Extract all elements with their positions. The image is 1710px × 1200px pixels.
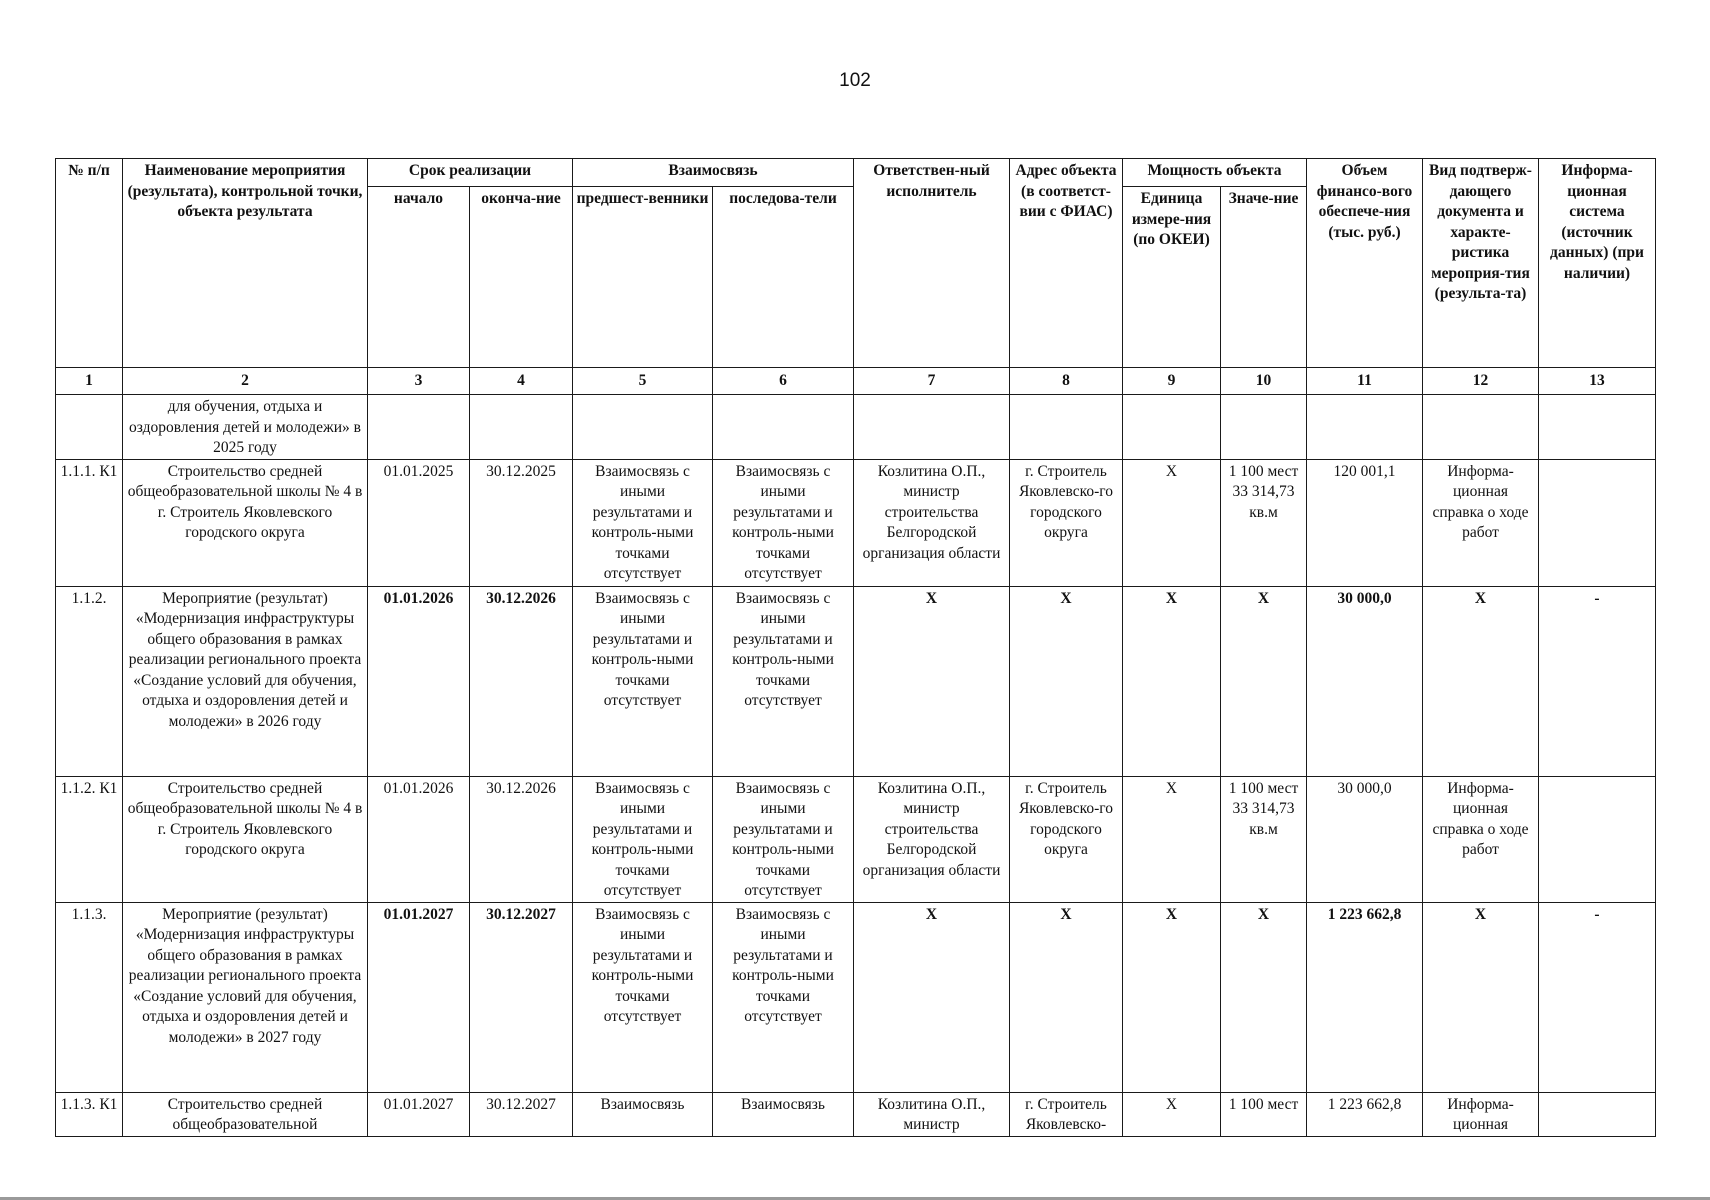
- cell-value: Х: [1221, 586, 1307, 776]
- header-srok: Срок реализации: [368, 159, 573, 187]
- column-number: 4: [470, 368, 573, 395]
- cell-info-system: -: [1539, 586, 1656, 776]
- cell-end: [470, 395, 573, 460]
- cell-address: г. Строитель Яковлевско-: [1010, 1092, 1123, 1136]
- cell-address: Х: [1010, 586, 1123, 776]
- cell-address: г. Строитель Яковлевско-го городского округа: [1010, 459, 1123, 586]
- cell-value: Х: [1221, 902, 1307, 1092]
- column-numbers-row: [56, 368, 1656, 395]
- cell-start: [368, 395, 470, 460]
- cell-start: 01.01.2026: [368, 586, 470, 776]
- cell-start: 01.01.2026: [368, 776, 470, 902]
- column-number: 8: [1010, 368, 1123, 395]
- cell-num: 1.1.3. К1: [56, 1092, 123, 1136]
- cell-predecessors: Взаимосвязь: [573, 1092, 713, 1136]
- cell-num: 1.1.2. К1: [56, 776, 123, 902]
- cell-responsible: Козлитина О.П., министр строительства Белгородской организация области: [854, 459, 1010, 586]
- header-start: начало: [368, 187, 470, 368]
- cell-predecessors: Взаимосвязь с иными результатами и контроль-ными точками отсутствует: [573, 776, 713, 902]
- header-link: Взаимосвязь: [573, 159, 854, 187]
- cell-name: Мероприятие (результат) «Модернизация инфраструктуры общего образования в рамках реализации регионального проекта «Создание условий для обучения, отдыха и оздоровления детей и молодежи» в 2026 году: [123, 586, 368, 776]
- header-info-system: Информа-ционная система (источник данных) (при наличии): [1539, 159, 1656, 368]
- cell-name: Строительство средней общеобразовательной школы № 4 в г. Строитель Яковлевского городского округа: [123, 459, 368, 586]
- cell-end: 30.12.2026: [470, 776, 573, 902]
- cell-document: Информа-ционная справка о ходе работ: [1423, 459, 1539, 586]
- column-number: 7: [854, 368, 1010, 395]
- cell-successors: Взаимосвязь с иными результатами и контроль-ными точками отсутствует: [713, 586, 854, 776]
- cell-info-system: [1539, 459, 1656, 586]
- header-finance: Объем финансо-вого обеспече-ния (тыс. руб.): [1307, 159, 1423, 368]
- cell-responsible: Козлитина О.П., министр строительства Белгородской организация области: [854, 776, 1010, 902]
- column-number: 6: [713, 368, 854, 395]
- table-row: [56, 902, 1656, 1092]
- cell-finance: [1307, 395, 1423, 460]
- cell-successors: Взаимосвязь: [713, 1092, 854, 1136]
- plan-table: [55, 158, 1656, 1137]
- header-num: № п/п: [56, 159, 123, 368]
- cell-finance: 120 001,1: [1307, 459, 1423, 586]
- cell-info-system: -: [1539, 902, 1656, 1092]
- header-responsible: Ответствен-ный исполнитель: [854, 159, 1010, 368]
- table-row: [56, 1092, 1656, 1136]
- column-number: 11: [1307, 368, 1423, 395]
- cell-predecessors: Взаимосвязь с иными результатами и контроль-ными точками отсутствует: [573, 902, 713, 1092]
- cell-successors: [713, 395, 854, 460]
- cell-end: 30.12.2025: [470, 459, 573, 586]
- cell-finance: 1 223 662,8: [1307, 1092, 1423, 1136]
- cell-unit: Х: [1123, 1092, 1221, 1136]
- header-value: Значе-ние: [1221, 187, 1307, 368]
- cell-info-system: [1539, 1092, 1656, 1136]
- cell-num: 1.1.1. К1: [56, 459, 123, 586]
- cell-value: 1 100 мест 33 314,73 кв.м: [1221, 776, 1307, 902]
- cell-unit: Х: [1123, 459, 1221, 586]
- cell-name: Строительство средней общеобразовательной школы № 4 в г. Строитель Яковлевского городского округа: [123, 776, 368, 902]
- header-successors: последова-тели: [713, 187, 854, 368]
- cell-address: Х: [1010, 902, 1123, 1092]
- cell-finance: 30 000,0: [1307, 776, 1423, 902]
- cell-finance: 30 000,0: [1307, 586, 1423, 776]
- cell-document: Х: [1423, 902, 1539, 1092]
- cell-finance: 1 223 662,8: [1307, 902, 1423, 1092]
- cell-end: 30.12.2027: [470, 902, 573, 1092]
- cell-responsible: Х: [854, 902, 1010, 1092]
- column-number: 5: [573, 368, 713, 395]
- cell-num: 1.1.2.: [56, 586, 123, 776]
- cell-unit: Х: [1123, 902, 1221, 1092]
- cell-unit: [1123, 395, 1221, 460]
- cell-start: 01.01.2025: [368, 459, 470, 586]
- table-row: [56, 586, 1656, 776]
- header-row-1: [56, 159, 1656, 187]
- cell-start: 01.01.2027: [368, 1092, 470, 1136]
- cell-end: 30.12.2027: [470, 1092, 573, 1136]
- header-name: Наименование мероприятия (результата), контрольной точки, объекта результата: [123, 159, 368, 368]
- header-unit: Единица измере-ния (по ОКЕИ): [1123, 187, 1221, 368]
- cell-start: 01.01.2027: [368, 902, 470, 1092]
- header-end: оконча-ние: [470, 187, 573, 368]
- cell-successors: Взаимосвязь с иными результатами и контроль-ными точками отсутствует: [713, 459, 854, 586]
- column-number: 10: [1221, 368, 1307, 395]
- cell-document: Информа-ционная справка о ходе работ: [1423, 776, 1539, 902]
- cell-unit: Х: [1123, 776, 1221, 902]
- column-number: 13: [1539, 368, 1656, 395]
- cell-value: 1 100 мест: [1221, 1092, 1307, 1136]
- cell-address: [1010, 395, 1123, 460]
- cell-address: г. Строитель Яковлевско-го городского округа: [1010, 776, 1123, 902]
- cell-responsible: Козлитина О.П., министр: [854, 1092, 1010, 1136]
- table-row: [56, 395, 1656, 460]
- cell-num: 1.1.3.: [56, 902, 123, 1092]
- column-number: 1: [56, 368, 123, 395]
- cell-info-system: [1539, 395, 1656, 460]
- table-row: [56, 459, 1656, 586]
- cell-num: [56, 395, 123, 460]
- cell-predecessors: [573, 395, 713, 460]
- column-number: 3: [368, 368, 470, 395]
- cell-unit: Х: [1123, 586, 1221, 776]
- column-number: 9: [1123, 368, 1221, 395]
- cell-value: 1 100 мест 33 314,73 кв.м: [1221, 459, 1307, 586]
- cell-info-system: [1539, 776, 1656, 902]
- column-number: 2: [123, 368, 368, 395]
- cell-responsible: [854, 395, 1010, 460]
- header-address: Адрес объекта (в соответст-вии с ФИАС): [1010, 159, 1123, 368]
- cell-predecessors: Взаимосвязь с иными результатами и контроль-ными точками отсутствует: [573, 586, 713, 776]
- cell-predecessors: Взаимосвязь с иными результатами и контроль-ными точками отсутствует: [573, 459, 713, 586]
- table-row: [56, 776, 1656, 902]
- header-power: Мощность объекта: [1123, 159, 1307, 187]
- page-number: 102: [839, 70, 871, 91]
- cell-name: для обучения, отдыха и оздоровления детей и молодежи» в 2025 году: [123, 395, 368, 460]
- header-predecessors: предшест-венники: [573, 187, 713, 368]
- cell-document: Информа-ционная: [1423, 1092, 1539, 1136]
- cell-successors: Взаимосвязь с иными результатами и контроль-ными точками отсутствует: [713, 776, 854, 902]
- cell-name: Строительство средней общеобразовательной: [123, 1092, 368, 1136]
- cell-end: 30.12.2026: [470, 586, 573, 776]
- cell-successors: Взаимосвязь с иными результатами и контроль-ными точками отсутствует: [713, 902, 854, 1092]
- cell-responsible: Х: [854, 586, 1010, 776]
- header-document: Вид подтверж-дающего документа и характе-ристика мероприя-тия (результа-та): [1423, 159, 1539, 368]
- cell-name: Мероприятие (результат) «Модернизация инфраструктуры общего образования в рамках реализации регионального проекта «Создание условий для обучения, отдыха и оздоровления детей и молодежи» в 2027 году: [123, 902, 368, 1092]
- cell-document: [1423, 395, 1539, 460]
- column-number: 12: [1423, 368, 1539, 395]
- cell-value: [1221, 395, 1307, 460]
- cell-document: Х: [1423, 586, 1539, 776]
